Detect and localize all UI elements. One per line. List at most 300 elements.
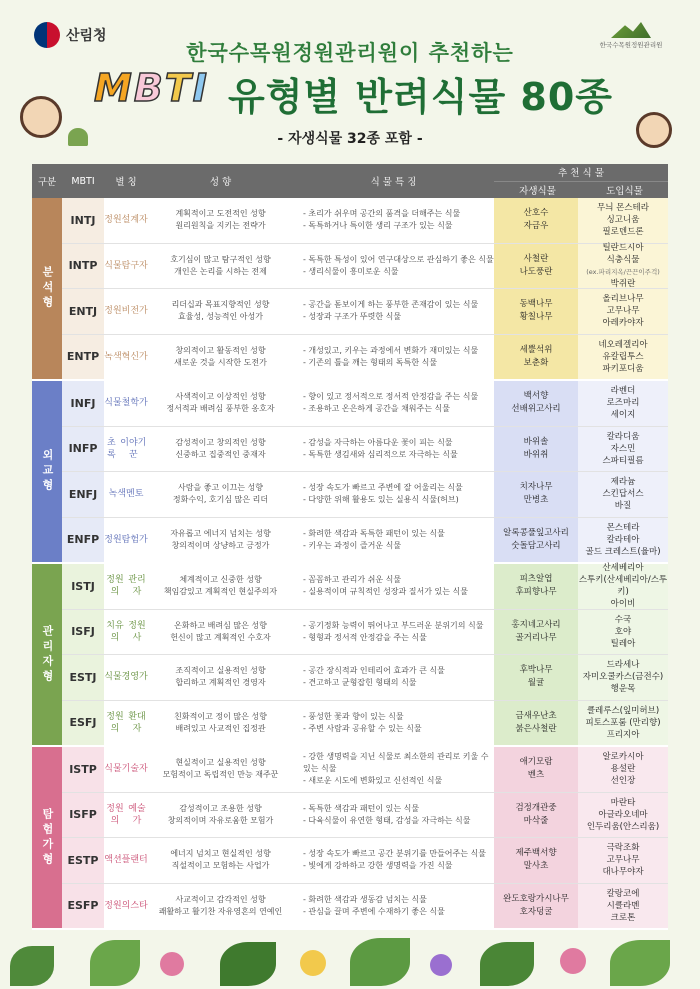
trait <box>148 655 293 700</box>
wild-plant <box>494 381 578 426</box>
nickname <box>104 884 148 929</box>
intro-plant-line: 필로덴드론 <box>602 227 644 238</box>
table-row <box>62 198 668 244</box>
intro-plant <box>578 198 668 243</box>
nickname-line: 탐구자 <box>121 260 148 271</box>
wild-plant-line: 나도풍란 <box>519 266 553 277</box>
nickname-line: 정원의 <box>104 900 131 911</box>
intro-plant-line: 아레카야자 <box>602 318 644 329</box>
nickname-line: 멘토 <box>126 489 144 500</box>
intro-plant-line: 용설란 <box>610 764 636 775</box>
feature-line: - 공간 장식적과 인테리어 효과가 큰 식물 <box>303 666 445 676</box>
feature-line: - 화려한 색감과 독특한 패턴이 있는 식물 <box>303 528 445 538</box>
feature-line: - 화려한 색감과 생동감 넘치는 식물 <box>303 894 427 904</box>
wild-plant-line: 황칠나무 <box>519 312 553 323</box>
intro-plant-line: 박쥐란 <box>610 278 636 289</box>
nickname <box>104 335 148 380</box>
intro-plant <box>578 884 668 929</box>
trait-line: 현실적이고 실용적인 성향 <box>175 758 266 768</box>
intro-plant-line: 바질 <box>614 501 632 512</box>
feature <box>293 610 494 655</box>
wild-plant-line: 세뿔석위 <box>519 344 553 355</box>
leaf-icon <box>610 940 670 986</box>
col-group: 구분 <box>37 177 57 188</box>
feature <box>293 427 494 472</box>
intro-plant-line: 대나무야자 <box>602 867 644 878</box>
nickname-line: 스타 <box>130 900 148 911</box>
mbti-logo-text: MBTI <box>94 66 209 110</box>
wild-plant-line: 검정개관중 <box>515 802 557 813</box>
trait <box>148 610 293 655</box>
intro-plant-line: 스파티필름 <box>602 455 644 466</box>
intro-plant-line: 몬스테라 <box>606 522 640 533</box>
trait <box>148 335 293 380</box>
flower-footer <box>0 932 700 989</box>
feature-line: - 독특한 색감과 패턴이 있는 식물 <box>303 803 420 813</box>
feature-line: - 실용적이며 규칙적인 성장과 질서가 있는 식물 <box>303 587 468 597</box>
trait-line: 온화하고 배려심 많은 성향 <box>174 620 267 630</box>
wild-plant-line: 벤츠 <box>527 770 545 781</box>
boy-character-icon <box>636 112 672 148</box>
trait-line: 감성적이고 조용한 성향 <box>179 803 262 813</box>
intro-plant <box>578 244 668 289</box>
table-row <box>62 838 668 884</box>
trait-line: 배려있고 사교적인 집정관 <box>175 723 266 733</box>
intro-plant-line: 프리지아 <box>606 729 640 740</box>
intro-plant-line: 틸란드시아 <box>602 242 644 253</box>
feature <box>293 701 494 746</box>
feature-line: - 공기정화 능력이 뛰어나고 부드러운 분위기의 식물 <box>303 620 484 630</box>
intro-plant <box>578 747 668 792</box>
feature-line: - 초리가 쉬우며 공간의 품격을 더해주는 식물 <box>303 209 461 219</box>
intro-plant-line: 마란타 <box>610 797 636 808</box>
nickname <box>104 198 148 243</box>
feature-line: - 향이 있고 정서적으로 정서적 안정감을 주는 식물 <box>303 392 479 402</box>
trait <box>148 198 293 243</box>
group-label: 탐험가형 <box>32 747 62 928</box>
trait-line: 헌신이 많고 계획적인 수호자 <box>170 632 271 642</box>
feature-line: - 주변 사람과 공유할 수 있는 식물 <box>303 723 422 733</box>
trait-line: 체계적이고 신중한 성향 <box>179 575 262 585</box>
feature-line: - 키우는 과정이 즐거운 식물 <box>303 540 402 550</box>
wild-plant <box>494 701 578 746</box>
intro-plant-line: 크로톤 <box>610 912 636 923</box>
nickname-line: 식물 <box>104 260 122 271</box>
trait <box>148 472 293 517</box>
intro-plant-line: 칼라디움 <box>606 431 640 442</box>
wild-plant-line: 말사초 <box>523 861 549 872</box>
wild-plant <box>494 244 578 289</box>
agency-name: 산림청 <box>66 28 107 44</box>
intro-plant <box>578 655 668 700</box>
trait-line: 에너지 넘치고 현실적인 성향 <box>170 849 271 859</box>
nickname <box>104 610 148 655</box>
poster-header <box>0 0 700 170</box>
feature-line: - 빛에게 강하하고 강한 생명력을 가진 식물 <box>303 861 453 871</box>
intro-plant <box>578 289 668 334</box>
intro-plant-line: 칼랑코에 <box>606 888 640 899</box>
nickname <box>104 289 148 334</box>
table-row <box>62 335 668 380</box>
wild-plant-line: 후피향나무 <box>515 587 557 598</box>
trait <box>148 884 293 929</box>
nickname-line: 정원의 <box>106 803 124 826</box>
trait-line: 개인은 논리를 시하는 전제 <box>174 266 267 276</box>
nickname-line: 초록 <box>106 437 116 460</box>
trait <box>148 381 293 426</box>
table-body <box>32 198 668 930</box>
wild-plant-line: 바위솔 <box>523 436 549 447</box>
feature-line: - 공간을 돋보이게 하는 풍부한 존재감이 있는 식물 <box>303 300 479 310</box>
intro-plant-line: (ex.파리지옥/끈끈이주걱) <box>586 267 660 276</box>
wild-plant-line: 애기모람 <box>519 757 553 768</box>
feature <box>293 381 494 426</box>
col-feature: 식 물 특 징 <box>370 177 417 188</box>
trait-line: 효율성, 성능적인 아성가 <box>178 312 263 322</box>
feature <box>293 564 494 609</box>
intro-plant-line: 스킨답서스 <box>602 489 644 500</box>
nickname-line: 이야기꾼 <box>120 437 147 460</box>
trait-line: 호기심이 많고 탐구적인 성향 <box>170 254 271 264</box>
feature <box>293 289 494 334</box>
wild-plant <box>494 472 578 517</box>
wild-plant-line: 알록콩풀잎고사리 <box>503 527 569 538</box>
trait-line: 감성적이고 창의적인 성향 <box>175 437 266 447</box>
intro-plant <box>578 610 668 655</box>
trait-line: 정서적과 배려심 풍부한 옹호자 <box>166 404 275 414</box>
nickname-line: 플랜터 <box>121 855 148 866</box>
wild-plant-line: 백서향 <box>523 391 549 402</box>
intro-plant-line: 알로카시아 <box>602 752 644 763</box>
intro-plant-line: 아이비 <box>610 599 636 610</box>
flower-icon <box>300 950 326 976</box>
col-wild: 자생식물 <box>519 185 556 197</box>
table-row <box>62 381 668 427</box>
feature <box>293 747 494 792</box>
nickname-line: 녹색 <box>108 489 126 500</box>
feature-line: - 꼼꼼하고 관리가 쉬운 식물 <box>303 575 402 585</box>
intro-plant <box>578 381 668 426</box>
intro-plant-line: 극락조화 <box>606 843 640 854</box>
wild-plant-line: 붉은사철란 <box>515 723 557 734</box>
nickname <box>104 472 148 517</box>
nickname-line: 정원 <box>104 534 122 545</box>
col-recommend <box>494 164 668 198</box>
intro-plant-line: 고무나무 <box>606 306 640 317</box>
table-row <box>62 655 668 701</box>
group-3 <box>32 747 668 930</box>
nickname <box>104 655 148 700</box>
trait-line: 새로운 것을 시작한 도전가 <box>174 357 267 367</box>
intro-plant-line: 클레루스(잎미허브) <box>586 705 660 716</box>
col-nick: 별 칭 <box>115 177 137 188</box>
intro-plant-line: 호야 <box>614 626 632 637</box>
intro-plant <box>578 564 668 609</box>
mbti-type: ENTJ <box>62 289 104 334</box>
table-row <box>62 884 668 929</box>
feature <box>293 793 494 838</box>
table-row <box>62 610 668 656</box>
mbti-type: ISFJ <box>62 610 104 655</box>
intro-plant-line: 싱고니움 <box>606 215 640 226</box>
intro-plant-line: 드라세나 <box>606 660 640 671</box>
trait-line: 신중하고 집중적인 중재자 <box>175 449 266 459</box>
feature-line: - 새로운 시도에 변화있고 신선적인 식물 <box>303 776 443 786</box>
nickname <box>104 793 148 838</box>
trait <box>148 564 293 609</box>
intro-plant <box>578 838 668 883</box>
intro-plant-line: 제라늄 <box>610 477 636 488</box>
nickname-line: 관리자 <box>128 575 146 598</box>
intro-plant-line: 무늬 몬스테라 <box>597 203 649 214</box>
trait-line: 사색적이고 이상적인 성향 <box>175 392 266 402</box>
feature-line: - 다육식물이 유연한 형태, 감성을 자극하는 식물 <box>303 815 471 825</box>
mbti-type: ESFJ <box>62 701 104 746</box>
wild-plant-line: 치자나무 <box>519 482 553 493</box>
feature-line: - 견고하고 균형잡힌 형태의 식물 <box>303 678 417 688</box>
leaf-icon <box>220 942 276 986</box>
wild-plant-line: 홍지네고사리 <box>511 619 561 630</box>
intro-plant <box>578 427 668 472</box>
feature-line: - 독특하거나 특이한 생리 구조가 있는 식물 <box>303 221 453 231</box>
potted-plant-icon <box>68 128 88 146</box>
intro-plant-line: 로즈마리 <box>606 398 640 409</box>
nickname-line: 정원 <box>104 215 122 226</box>
table-row <box>62 793 668 839</box>
nickname <box>104 564 148 609</box>
nickname-line: 경영가 <box>121 672 148 683</box>
trait-line: 창의적이고 활동적인 성향 <box>175 345 266 355</box>
trait-line: 책임감있고 계획적인 현실주의자 <box>163 587 278 597</box>
trait-line: 조직적이고 실용적인 성향 <box>175 666 266 676</box>
wild-plant-line: 후박나무 <box>519 665 553 676</box>
leaf-icon <box>480 942 534 986</box>
mbti-type: INFP <box>62 427 104 472</box>
flower-icon <box>430 954 452 976</box>
intro-plant-line: 아글라오네마 <box>598 809 648 820</box>
feature-line: - 형형과 정서적 안정감을 주는 식물 <box>303 632 427 642</box>
wild-plant-line: 피츠알엽 <box>519 574 553 585</box>
wild-plant-line: 월귤 <box>527 678 545 689</box>
feature <box>293 838 494 883</box>
feature-line: - 풍성한 꽃과 향이 있는 식물 <box>303 711 404 721</box>
wild-plant-line: 완도호랑가시나무 <box>503 893 569 904</box>
flower-icon <box>160 952 184 976</box>
wild-plant-line: 선배위고사리 <box>511 404 561 415</box>
intro-plant-line: 세이지 <box>610 410 636 421</box>
trait-line: 자유롭고 에너지 넘치는 성향 <box>170 528 271 538</box>
intro-plant <box>578 701 668 746</box>
intro-plant-line: 유칼립투스 <box>602 351 644 362</box>
intro-plant-line: 수국 <box>614 614 632 625</box>
col-intro: 도입식물 <box>606 185 643 197</box>
wild-plant <box>494 838 578 883</box>
intro-plant-line: 칼라테아 <box>606 534 640 545</box>
nickname-line: 탐험가 <box>121 534 148 545</box>
group-label: 외교형 <box>32 381 62 562</box>
wild-plant <box>494 289 578 334</box>
intro-plant-line: 고무나무 <box>606 855 640 866</box>
trait <box>148 701 293 746</box>
trait <box>148 427 293 472</box>
mbti-logo <box>94 66 209 110</box>
wild-plant-line: 제주백서향 <box>515 848 557 859</box>
col-recommend-title: 추 천 식 물 <box>494 164 668 182</box>
nickname <box>104 381 148 426</box>
intro-plant-line: 라벤더 <box>610 386 636 397</box>
mbti-type: ESTP <box>62 838 104 883</box>
trait-line: 쾌활하고 활기찬 자유영혼의 연예인 <box>158 906 283 916</box>
trait-line: 사교적이고 감각적인 성향 <box>175 894 266 904</box>
wild-plant <box>494 747 578 792</box>
intro-plant-line: 파키포디움 <box>602 363 644 374</box>
feature <box>293 244 494 289</box>
leaf-icon <box>10 946 54 986</box>
feature <box>293 518 494 563</box>
feature <box>293 884 494 929</box>
flower-icon <box>560 948 586 974</box>
feature-line: - 성장 속도가 빠르고 주변에 잘 어울리는 식물 <box>303 483 463 493</box>
intro-plant-line: 행운목 <box>610 684 636 695</box>
nickname <box>104 244 148 289</box>
intro-plant <box>578 472 668 517</box>
leaf-icon <box>90 940 140 986</box>
wild-plant-line: 사철란 <box>523 253 549 264</box>
wild-plant-line: 산호수 <box>523 208 549 219</box>
feature-line: - 성장 속도가 빠르고 공간 분위기를 만들어주는 식물 <box>303 849 486 859</box>
title-top: 한국수목원정원관리원이 추천하는 <box>186 41 514 65</box>
intro-plant-line: 식충식물 <box>606 254 640 265</box>
trait-line: 창의적이며 상냥하고 긍정가 <box>171 540 270 550</box>
feature-line: - 감성을 자극하는 아름다운 꽃이 피는 식물 <box>303 437 453 447</box>
trait <box>148 289 293 334</box>
feature-line: - 성장과 구조가 뚜렷한 식물 <box>303 312 402 322</box>
intro-plant-line: 자미오쿨카스(금전수) <box>582 672 664 683</box>
wild-plant <box>494 427 578 472</box>
nickname-line: 설계자 <box>121 215 148 226</box>
wild-plant-line: 만병초 <box>523 495 549 506</box>
table-row <box>62 472 668 518</box>
group-1 <box>32 381 668 564</box>
feature-line: - 개성있고, 키우는 과정에서 변화가 재미있는 식물 <box>303 345 479 355</box>
wild-plant <box>494 793 578 838</box>
nickname <box>104 701 148 746</box>
feature <box>293 472 494 517</box>
nickname <box>104 427 148 472</box>
trait-line: 친화적이고 정이 많은 성향 <box>174 711 267 721</box>
intro-plant-line: 네오레겔리아 <box>598 339 648 350</box>
intro-plant <box>578 335 668 380</box>
mbti-type: ENTP <box>62 335 104 380</box>
wild-plant <box>494 564 578 609</box>
intro-plant-line: 자스민 <box>610 443 636 454</box>
feature-line: - 독특한 특성이 있어 연구대상으로 관심하기 좋은 식물 <box>303 254 494 264</box>
intro-plant-line: 골드 크레스트(율마) <box>585 546 661 557</box>
intro-plant-line: 인두리움(안스리움) <box>586 821 660 832</box>
girl-character-icon <box>20 96 62 138</box>
table-row <box>62 518 668 563</box>
trait-line: 사람을 좋고 이끄는 성향 <box>178 483 263 493</box>
feature-line: - 생리식물이 흥미로운 식물 <box>303 266 399 276</box>
mbti-type: ISTJ <box>62 564 104 609</box>
leaf-icon <box>350 938 410 986</box>
mbti-type: INTJ <box>62 198 104 243</box>
feature-line: - 강한 생명력을 지닌 식물로 최소한의 관리로 키울 수 있는 식물 <box>303 752 489 774</box>
nickname <box>104 518 148 563</box>
subtitle: - 자생식물 32종 포함 - <box>277 131 423 147</box>
trait-line: 원리원칙을 지키는 전략가 <box>175 221 266 231</box>
mbti-plant-table <box>32 164 668 930</box>
page-title: 유형별 반려식물 80종 <box>228 75 614 119</box>
nickname-line: 혁신가 <box>121 351 148 362</box>
trait-line: 직설적이고 모험하는 사업가 <box>171 861 270 871</box>
wild-plant <box>494 884 578 929</box>
table-row <box>62 701 668 746</box>
nickname-line: 환대자 <box>128 711 146 734</box>
wild-plant <box>494 198 578 243</box>
mbti-type: ESFP <box>62 884 104 929</box>
group-label: 관리자형 <box>32 564 62 745</box>
intro-plant-line: 선인장 <box>610 776 636 787</box>
wild-plant-line: 바위취 <box>523 449 549 460</box>
feature-line: - 관심을 끌며 주변에 수재하기 좋은 식물 <box>303 906 445 916</box>
table-row <box>62 289 668 335</box>
wild-plant-line: 숫돌담고사리 <box>511 540 561 551</box>
feature-line: - 기존의 틀을 깨는 형태의 독특한 식물 <box>303 357 438 367</box>
nickname-line: 비전가 <box>121 306 148 317</box>
mbti-type: ENFP <box>62 518 104 563</box>
wild-plant-line: 금새우난초 <box>515 710 557 721</box>
mbti-type: INFJ <box>62 381 104 426</box>
wild-plant-line: 자금우 <box>523 221 549 232</box>
mbti-type: ENFJ <box>62 472 104 517</box>
wild-plant-line: 마삭줄 <box>523 815 549 826</box>
trait <box>148 793 293 838</box>
nickname-line: 식물 <box>104 398 122 409</box>
intro-plant-line: 스투키(산세베리아/스투키) <box>578 575 668 598</box>
feature <box>293 335 494 380</box>
trait-line: 계획적이고 도전적인 성향 <box>175 209 266 219</box>
table-row <box>62 427 668 473</box>
intro-plant-line: 피토스포룸 (만리향) <box>585 717 661 728</box>
group-2 <box>32 564 668 747</box>
col-trait: 성 향 <box>209 177 232 188</box>
intro-plant-line: 산세베리아 <box>602 563 644 574</box>
nickname-line: 정원 <box>104 306 122 317</box>
wild-plant <box>494 518 578 563</box>
intro-plant <box>578 793 668 838</box>
nickname-line: 치유의 <box>106 620 124 643</box>
wild-plant <box>494 655 578 700</box>
nickname <box>104 838 148 883</box>
nickname-line: 정원의 <box>106 711 124 734</box>
nickname-line: 기술자 <box>121 764 148 775</box>
col-mbti: MBTI <box>71 175 95 187</box>
intro-plant-line: 시클라멘 <box>606 900 640 911</box>
feature-line: - 독특한 생김새와 심리적으로 자극하는 식물 <box>303 449 458 459</box>
nickname-line: 식물 <box>104 764 122 775</box>
mbti-type: ISFP <box>62 793 104 838</box>
table-row <box>62 747 668 793</box>
feature <box>293 198 494 243</box>
table-row <box>62 564 668 610</box>
trait-line: 모험적이고 독립적인 만능 재주꾼 <box>162 770 279 780</box>
trait <box>148 838 293 883</box>
mbti-type: ISTP <box>62 747 104 792</box>
nickname-line: 액션 <box>104 855 122 866</box>
wild-plant-line: 동백나무 <box>519 299 553 310</box>
wild-plant <box>494 335 578 380</box>
